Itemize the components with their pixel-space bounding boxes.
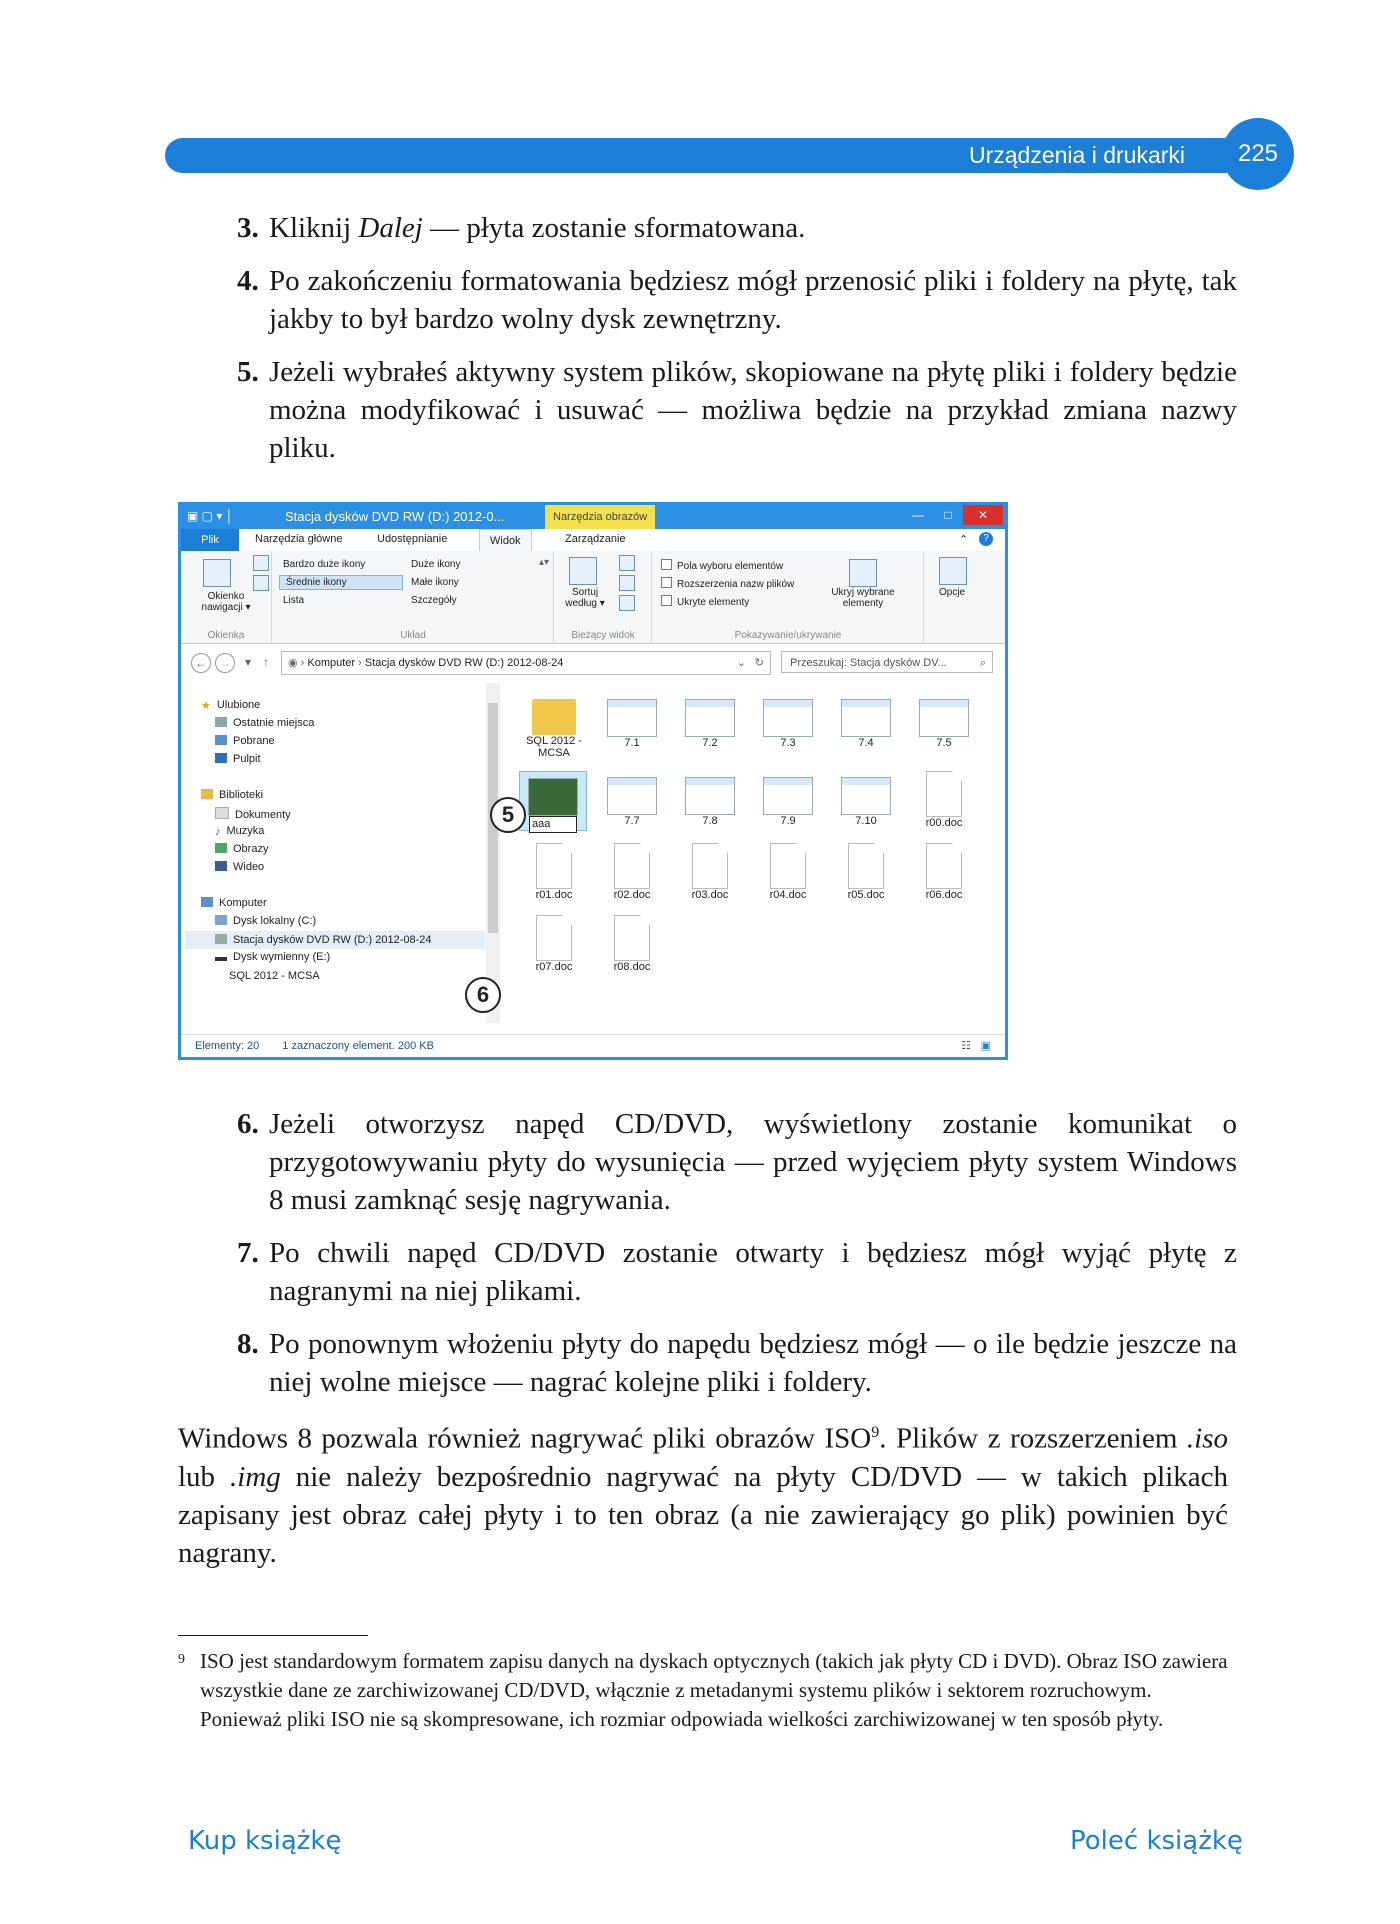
nav-music[interactable] xyxy=(215,825,264,837)
layout-list[interactable]: Lista xyxy=(283,595,305,606)
nav-pictures[interactable] xyxy=(215,843,268,855)
file-name: 7.8 xyxy=(702,815,718,827)
address-bar[interactable] xyxy=(281,651,771,675)
pictures-icon xyxy=(215,843,227,853)
file-item[interactable] xyxy=(677,771,743,827)
file-name: r07.doc xyxy=(535,961,573,973)
file-item[interactable] xyxy=(677,843,743,901)
group-label: Bieżący widok xyxy=(571,630,635,641)
file-item[interactable] xyxy=(755,693,821,749)
folder-icon xyxy=(532,699,576,735)
image-thumbnail-icon xyxy=(763,777,813,815)
file-item[interactable] xyxy=(521,843,587,901)
file-item-renaming[interactable] xyxy=(519,771,587,831)
callout-marker-5: 5 xyxy=(490,797,526,833)
up-arrow-icon[interactable]: ↑ xyxy=(263,655,269,669)
nav-label: Dysk wymienny (E:) xyxy=(233,951,331,963)
nav-scrollbar[interactable] xyxy=(486,683,500,1023)
paragraph-text: Windows 8 pozwala również nagrywać pliki obrazów ISO xyxy=(178,1422,872,1455)
group-panes xyxy=(181,551,272,643)
file-item[interactable] xyxy=(677,693,743,749)
document-icon xyxy=(770,843,806,889)
nav-documents[interactable] xyxy=(215,807,291,821)
libraries-icon xyxy=(201,789,213,799)
step-7 xyxy=(237,1234,1237,1310)
tab-view[interactable]: Widok xyxy=(479,529,532,552)
step-number: 7. xyxy=(237,1237,259,1269)
refresh-icon[interactable]: ↻ xyxy=(754,657,764,669)
group-label: Układ xyxy=(400,630,426,641)
step-text: Jeżeli otworzysz napęd CD/DVD, wyświetlony zostanie komunikat o przygotowywaniu płyty do wysunięcia — przed wyjęciem płyty system Windows 8 musi zamknąć sesję nagrywania. xyxy=(269,1108,1237,1216)
sort-by-button[interactable]: Sortuj według ▾ xyxy=(565,587,605,609)
step-number: 3. xyxy=(237,212,259,244)
checkbox-item-checkboxes[interactable] xyxy=(661,559,783,572)
nav-label: Komputer xyxy=(219,897,267,909)
file-item[interactable] xyxy=(521,915,587,973)
checkbox-label: Pola wyboru elementów xyxy=(677,561,784,572)
recent-locations-icon[interactable]: ▾ xyxy=(244,655,252,669)
window-title: Stacja dysków DVD RW (D:) 2012-0... xyxy=(285,509,505,524)
tab-home[interactable]: Narzędzia główne xyxy=(255,533,343,545)
image-thumbnail-icon xyxy=(841,777,891,815)
removable-drive-icon xyxy=(215,957,227,961)
close-button[interactable]: ✕ xyxy=(963,505,1003,525)
breadcrumb-current[interactable]: Stacja dysków DVD RW (D:) 2012-08-24 xyxy=(364,657,564,669)
footnote xyxy=(178,1647,1228,1734)
image-thumbnail-icon xyxy=(919,699,969,737)
back-arrow-icon[interactable]: ← xyxy=(191,653,211,673)
size-columns-icon[interactable] xyxy=(619,595,635,611)
nav-recent[interactable] xyxy=(215,717,314,729)
file-item[interactable] xyxy=(599,693,665,749)
step-text: Kliknij xyxy=(269,212,359,244)
checkbox-file-extensions[interactable] xyxy=(661,577,794,590)
file-name: r05.doc xyxy=(847,889,885,901)
footnote-text: ISO jest standardowym formatem zapisu danych na dyskach optycznych (takich jak płyty CD i DVD). Obraz ISO zawiera wszystkie dane ze zarchiwizowanej CD/DVD, włącznie z metadanymi systemu plików i sektorem rozruchowym. Ponieważ pliki ISO nie są skompresowane, ich rozmiar odpowiada wielkości zarchiwizowanej w ten sposób płyty. xyxy=(200,1649,1228,1731)
status-bar xyxy=(181,1034,1005,1057)
tab-file[interactable]: Plik xyxy=(181,529,239,551)
buy-book-link[interactable]: Kup książkę xyxy=(188,1826,342,1856)
nav-label: Wideo xyxy=(233,861,265,873)
step-text: Po ponownym włożeniu płyty do napędu będziesz mógł — o ile będzie jeszcze na niej wolne miejsce — nagrać kolejne pliki i foldery. xyxy=(269,1328,1237,1398)
desktop-icon xyxy=(215,753,227,763)
file-name: 7.2 xyxy=(702,737,718,749)
file-name: r06.doc xyxy=(925,889,963,901)
image-thumbnail-icon xyxy=(841,699,891,737)
computer-icon xyxy=(201,897,213,907)
options-icon[interactable] xyxy=(939,557,967,585)
file-item[interactable] xyxy=(833,771,899,827)
nav-label: Pulpit xyxy=(233,753,261,765)
search-icon[interactable]: ⌕ xyxy=(979,657,986,669)
ribbon-tabs xyxy=(181,529,1005,552)
sort-icon[interactable] xyxy=(569,557,597,585)
explorer-screenshot xyxy=(178,502,1008,1060)
rename-input[interactable]: aaa xyxy=(529,816,577,833)
nav-label: Ostatnie miejsca xyxy=(233,717,315,729)
file-name: 7.4 xyxy=(858,737,874,749)
layout-large-icons[interactable]: Duże ikony xyxy=(411,559,461,570)
nav-label: Muzyka xyxy=(226,825,265,837)
steps-list-before xyxy=(237,209,1237,482)
file-item[interactable] xyxy=(833,693,899,749)
image-thumbnail-icon xyxy=(763,699,813,737)
step-emphasis: Dalej xyxy=(358,212,423,244)
dvd-drive-icon xyxy=(215,934,227,944)
nav-label: Dokumenty xyxy=(235,809,291,821)
group-options xyxy=(925,551,985,643)
documents-icon xyxy=(215,807,229,819)
step-text: Jeżeli wybrałeś aktywny system plików, skopiowane na płytę pliki i foldery będzie można modyfikować i usuwać — możliwa będzie na przykład zmiana nazwy pliku. xyxy=(269,356,1237,464)
image-thumbnail-icon xyxy=(685,699,735,737)
add-columns-icon[interactable] xyxy=(619,575,635,591)
document-icon xyxy=(614,915,650,961)
details-view-icon[interactable]: ☷ xyxy=(961,1040,971,1052)
document-icon xyxy=(614,843,650,889)
step-text: — płyta zostanie sformatowana. xyxy=(422,212,806,244)
file-name: 7.10 xyxy=(855,815,877,827)
file-name: r08.doc xyxy=(613,961,651,973)
recommend-book-link[interactable]: Poleć książkę xyxy=(1070,1826,1243,1856)
nav-label: Biblioteki xyxy=(219,789,264,801)
hide-selected-icon[interactable] xyxy=(849,559,877,587)
file-item[interactable] xyxy=(755,771,821,827)
nav-dvd-drive[interactable] xyxy=(185,931,485,949)
group-layout xyxy=(273,551,554,643)
file-item[interactable] xyxy=(911,843,977,901)
nav-downloads[interactable] xyxy=(215,735,275,747)
page-number: 225 xyxy=(1222,118,1294,190)
hide-selected-button[interactable]: Ukryj wybrane elementy xyxy=(831,587,895,609)
ribbon-view xyxy=(181,551,1005,644)
document-icon xyxy=(536,843,572,889)
large-icons-view-icon[interactable]: ▣ xyxy=(980,1040,991,1052)
nav-label: Stacja dysków DVD RW (D:) 2012-08-24 xyxy=(233,934,432,946)
file-name: 7.1 xyxy=(624,737,640,749)
address-row xyxy=(181,648,1005,678)
paragraph-text: lub xyxy=(178,1460,231,1493)
checkbox-hidden-items[interactable] xyxy=(661,595,749,608)
layout-small-icons[interactable]: Małe ikony xyxy=(411,577,459,588)
file-name: r02.doc xyxy=(613,889,651,901)
quick-access-toolbar-icon[interactable]: ▣ ▢ ▾ │ xyxy=(187,509,234,523)
document-icon xyxy=(692,843,728,889)
image-thumbnail-icon xyxy=(607,777,657,815)
nav-label: Obrazy xyxy=(233,843,269,855)
search-placeholder: Przeszukaj: Stacja dysków DV... xyxy=(790,657,947,669)
paragraph-text: . Plików z rozszerzeniem xyxy=(879,1422,1187,1455)
address-dropdown-icon[interactable]: ⌄ xyxy=(736,657,746,669)
status-item-count: Elementy: 20 xyxy=(195,1040,260,1052)
nav-label: Dysk lokalny (C:) xyxy=(233,915,317,927)
file-extension: .img xyxy=(230,1460,281,1493)
body-paragraph xyxy=(178,1414,1228,1572)
footnote-reference[interactable]: 9 xyxy=(871,1424,880,1441)
details-pane-icon[interactable] xyxy=(253,575,269,591)
tab-manage[interactable]: Zarządzanie xyxy=(565,533,626,545)
file-name: 7.9 xyxy=(780,815,796,827)
breadcrumb-computer[interactable]: Komputer xyxy=(307,657,356,669)
group-by-icon[interactable] xyxy=(619,555,635,571)
file-item[interactable] xyxy=(521,693,587,759)
preview-pane-icon[interactable] xyxy=(253,555,269,571)
chapter-header-band xyxy=(165,138,1285,173)
group-show-hide xyxy=(653,551,924,643)
file-name: r01.doc xyxy=(535,889,573,901)
navigation-pane xyxy=(181,683,481,1023)
video-icon xyxy=(215,861,227,871)
step-4 xyxy=(237,262,1237,338)
minimize-button[interactable]: — xyxy=(912,508,924,522)
file-name: r00.doc xyxy=(925,817,963,829)
checkbox-label: Ukryte elementy xyxy=(677,597,750,608)
document-icon xyxy=(536,915,572,961)
nav-pane-icon[interactable] xyxy=(203,559,231,587)
nav-label: Ulubione xyxy=(216,699,261,711)
nav-pane-button[interactable]: Okienko nawigacji ▾ xyxy=(201,591,251,613)
file-item[interactable] xyxy=(755,843,821,901)
steps-list-after xyxy=(237,1105,1237,1416)
nav-folder-partial[interactable] xyxy=(229,967,320,982)
step-number: 5. xyxy=(237,356,259,388)
checkbox-icon[interactable] xyxy=(661,559,672,570)
collapse-ribbon-icon[interactable]: ⌃ xyxy=(959,534,969,546)
file-item[interactable] xyxy=(599,915,665,973)
file-extension: .iso xyxy=(1186,1422,1228,1455)
tab-share[interactable]: Udostępnianie xyxy=(377,533,448,545)
group-label: Okienka xyxy=(207,630,245,641)
step-3 xyxy=(237,209,1237,247)
file-item[interactable] xyxy=(599,771,665,827)
nav-favorites[interactable] xyxy=(201,699,260,711)
nav-video[interactable] xyxy=(215,861,264,873)
nav-local-disk[interactable] xyxy=(215,915,316,927)
layout-medium-icons[interactable]: Średnie ikony xyxy=(279,575,403,590)
callout-marker-6: 6 xyxy=(465,977,501,1013)
help-icon[interactable]: ? xyxy=(979,532,993,546)
status-selection: 1 zaznaczony element. 200 KB xyxy=(282,1040,434,1052)
file-name: 7.5 xyxy=(936,737,952,749)
document-icon xyxy=(926,843,962,889)
step-8 xyxy=(237,1325,1237,1401)
file-grid xyxy=(511,683,1011,1023)
nav-desktop[interactable] xyxy=(215,753,261,765)
local-disk-icon xyxy=(215,915,227,925)
music-icon: ♪ xyxy=(215,826,221,838)
group-label: Pokazywanie/ukrywanie xyxy=(734,630,842,641)
step-number: 6. xyxy=(237,1108,259,1140)
breadcrumb-separator-icon: › xyxy=(358,657,365,669)
checkbox-label: Rozszerzenia nazw plików xyxy=(677,579,795,590)
step-number: 8. xyxy=(237,1328,259,1360)
nav-computer[interactable] xyxy=(201,897,267,909)
chapter-title: Urządzenia i drukarki xyxy=(968,142,1185,168)
footnote-divider xyxy=(178,1635,368,1636)
step-number: 4. xyxy=(237,265,259,297)
recent-places-icon xyxy=(215,717,227,727)
forward-arrow-icon[interactable]: → xyxy=(215,653,235,673)
nav-removable[interactable] xyxy=(215,951,330,963)
step-6 xyxy=(237,1105,1237,1219)
maximize-button[interactable]: □ xyxy=(944,508,952,522)
document-icon xyxy=(848,843,884,889)
options-button[interactable]: Opcje xyxy=(939,587,966,598)
step-text: Po chwili napęd CD/DVD zostanie otwarty i będziesz mógł wyjąć płytę z nagranymi na niej plikami. xyxy=(269,1237,1237,1307)
file-name: r04.doc xyxy=(769,889,807,901)
nav-label: SQL 2012 - MCSA xyxy=(229,970,320,982)
paragraph-text: nie należy bezpośrednio nagrywać na płyty CD/DVD — w takich plikach zapisany jest obraz całej płyty i to ten obraz (a nie zawierający go plik) powinien być nagrany. xyxy=(178,1460,1228,1569)
step-5 xyxy=(237,353,1237,467)
image-thumbnail-icon xyxy=(607,699,657,737)
window-titlebar xyxy=(181,505,1005,529)
layout-scroll-icon[interactable]: ▴▾ xyxy=(539,557,550,568)
layout-extra-large-icons[interactable]: Bardzo duże ikony xyxy=(283,559,366,570)
file-item[interactable] xyxy=(911,693,977,749)
file-name: 7.3 xyxy=(780,737,796,749)
file-item[interactable] xyxy=(833,843,899,901)
drive-icon: ◉ › xyxy=(288,657,305,669)
file-item[interactable] xyxy=(911,771,977,829)
context-tab-image-tools[interactable]: Narzędzia obrazów xyxy=(545,505,655,529)
nav-libraries[interactable] xyxy=(201,789,263,801)
downloads-icon xyxy=(215,735,227,745)
image-thumbnail-icon xyxy=(685,777,735,815)
step-text: Po zakończeniu formatowania będziesz mógł przenosić pliki i foldery na płytę, tak jakby to był bardzo wolny dysk zewnętrzny. xyxy=(269,265,1237,335)
star-icon: ★ xyxy=(201,700,211,712)
nav-label: Pobrane xyxy=(233,735,275,747)
checkbox-icon[interactable] xyxy=(661,577,672,588)
footnote-mark: 9 xyxy=(178,1652,185,1667)
file-name: SQL 2012 - MCSA xyxy=(526,735,582,759)
file-name: r03.doc xyxy=(691,889,729,901)
document-icon xyxy=(926,771,962,817)
search-input[interactable] xyxy=(781,651,993,673)
layout-details[interactable]: Szczegóły xyxy=(411,595,457,606)
group-current-view xyxy=(555,551,652,643)
file-name: 7.7 xyxy=(624,815,640,827)
file-item[interactable] xyxy=(599,843,665,901)
image-thumbnail-icon xyxy=(528,778,578,816)
checkbox-icon[interactable] xyxy=(661,595,672,606)
